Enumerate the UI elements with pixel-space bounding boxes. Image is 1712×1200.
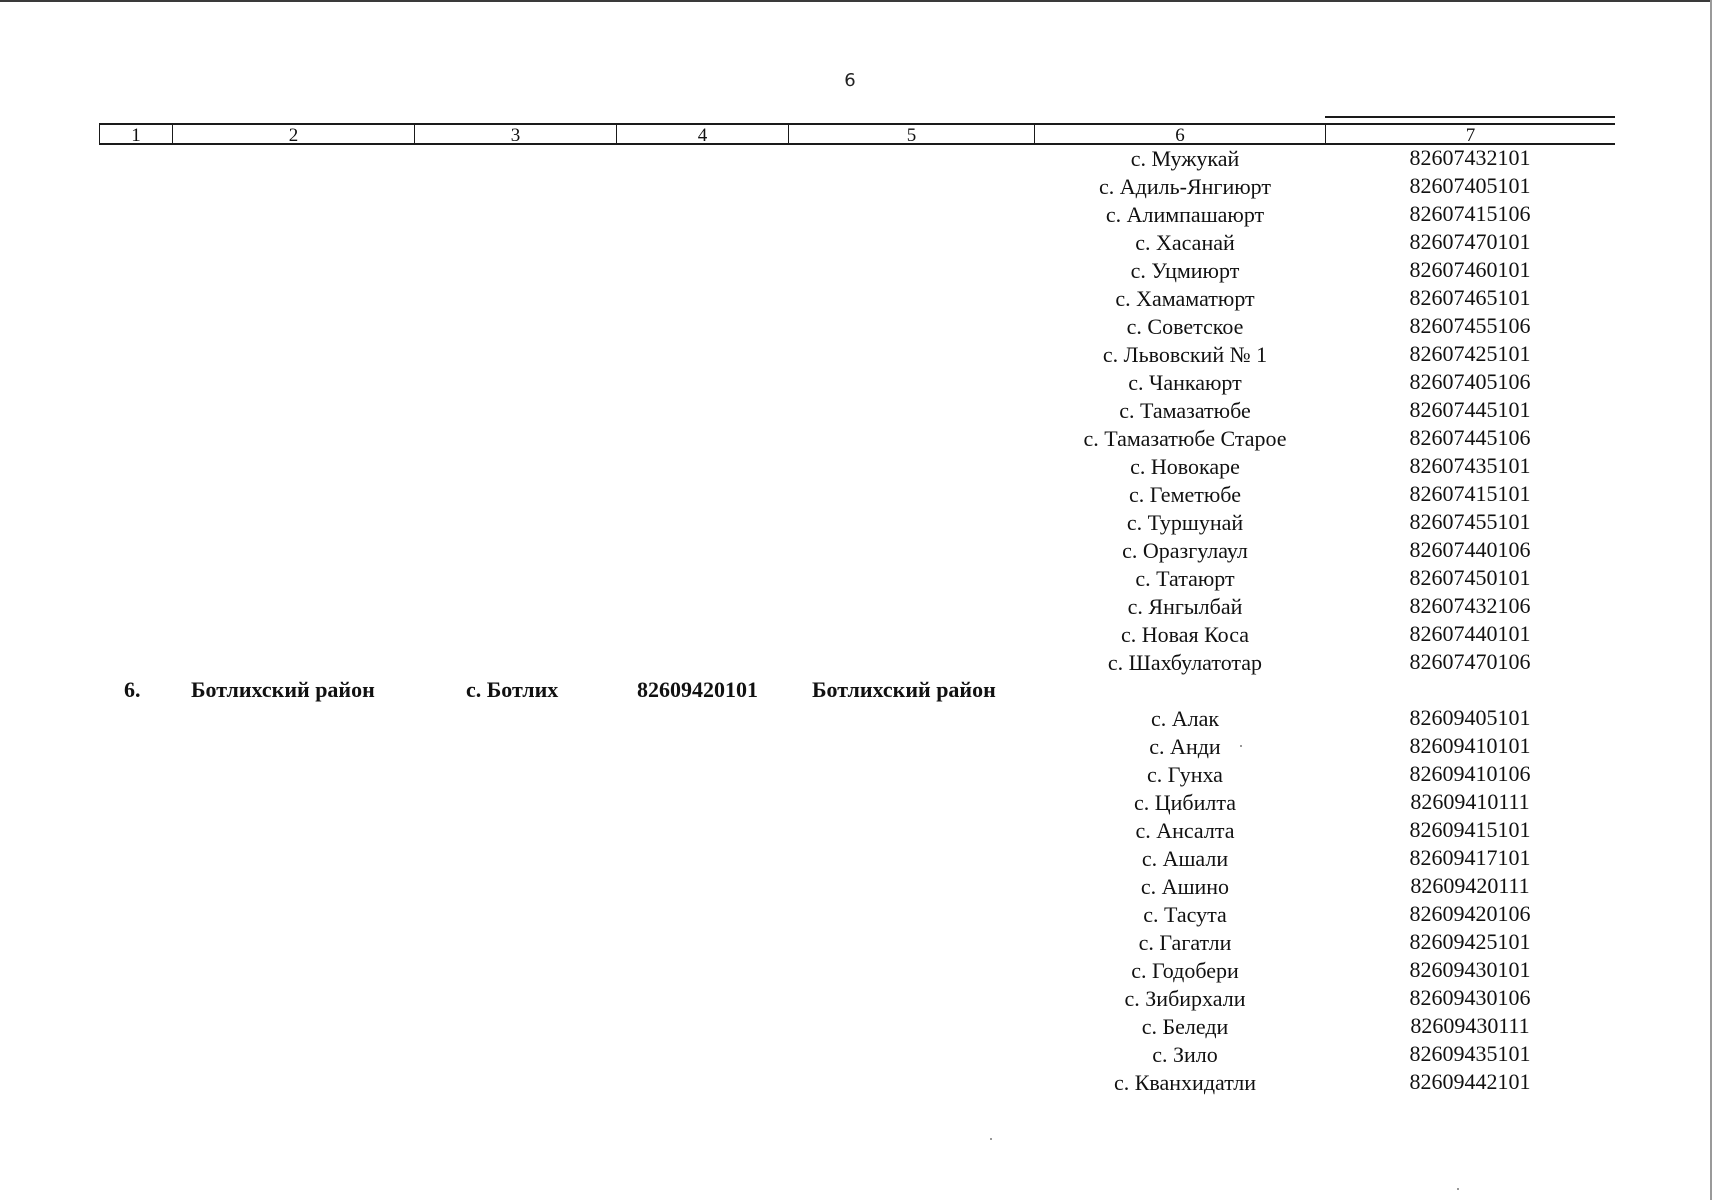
oktmo-code: 82607405101 xyxy=(1409,173,1531,198)
village-name: с. Зило xyxy=(1152,1042,1218,1067)
oktmo-code: 82607432106 xyxy=(1409,593,1531,618)
oktmo-code: 82607432101 xyxy=(1409,145,1531,170)
oktmo-code: 82609420106 xyxy=(1409,901,1531,926)
oktmo-code: 82607470106 xyxy=(1409,649,1531,674)
scan-speck xyxy=(1240,745,1242,747)
oktmo-code: 82609410101 xyxy=(1409,733,1531,758)
district-number: 6. xyxy=(124,677,141,702)
oktmo-code: 82607455101 xyxy=(1409,509,1531,534)
village-name: с. Годобери xyxy=(1131,958,1239,983)
oktmo-code: 82607415106 xyxy=(1409,201,1531,226)
oktmo-code: 82607470101 xyxy=(1409,229,1531,254)
oktmo-code: 82609435101 xyxy=(1409,1041,1531,1066)
oktmo-code: 82609430106 xyxy=(1409,985,1531,1010)
village-name: с. Геметюбе xyxy=(1129,482,1241,507)
village-name: с. Гагатли xyxy=(1138,930,1232,955)
village-name: с. Зибирхали xyxy=(1124,986,1246,1011)
village-name: с. Шахбулатотар xyxy=(1107,650,1263,675)
district-name: Ботлихский район xyxy=(191,677,375,702)
header-top-line xyxy=(1325,116,1615,118)
oktmo-code: 82609405101 xyxy=(1409,705,1531,730)
village-name: с. Оразгулаул xyxy=(1122,538,1248,563)
village-name: с. Беледи xyxy=(1141,1014,1229,1039)
village-name: с. Тамазатюбе Старое xyxy=(1083,426,1287,451)
oktmo-code: 82607465101 xyxy=(1409,285,1531,310)
village-name: с. Хасанай xyxy=(1135,230,1235,255)
village-name: с. Адиль-Янгиюрт xyxy=(1099,174,1271,199)
village-name: с. Анди xyxy=(1149,734,1221,759)
oktmo-code: 82607405106 xyxy=(1409,369,1531,394)
village-name: с. Хамаматюрт xyxy=(1115,286,1255,311)
village-name: с. Гунха xyxy=(1147,762,1223,787)
header-col-5: 5 xyxy=(788,125,1034,143)
header-col-3: 3 xyxy=(414,125,616,143)
oktmo-code: 82607440106 xyxy=(1409,537,1531,562)
oktmo-code: 82609420111 xyxy=(1410,873,1530,898)
oktmo-code: 82609425101 xyxy=(1409,929,1531,954)
district-gap xyxy=(1360,676,1580,704)
oktmo-code: 82607460101 xyxy=(1409,257,1531,282)
oktmo-code: 82609430101 xyxy=(1409,957,1531,982)
village-name: с. Кванхидатли xyxy=(1113,1070,1257,1095)
oktmo-code: 82607445101 xyxy=(1409,397,1531,422)
scan-speck xyxy=(1457,1188,1459,1190)
oktmo-code: 82609430111 xyxy=(1410,1013,1530,1038)
oktmo-code: 82607455106 xyxy=(1409,313,1531,338)
district-center: с. Ботлих xyxy=(466,677,559,702)
oktmo-code: 82607415101 xyxy=(1409,481,1531,506)
village-name: с. Ашино xyxy=(1140,874,1230,899)
village-name: с. Алимпашаюрт xyxy=(1105,202,1265,227)
village-name: с. Мужукай xyxy=(1130,146,1240,171)
scan-edge-top xyxy=(0,0,1712,2)
village-name: с. Уцмиюрт xyxy=(1130,258,1240,283)
oktmo-code: 82609415101 xyxy=(1409,817,1531,842)
district-gap xyxy=(1040,677,1330,705)
code-column xyxy=(1360,144,1580,1096)
village-name: с. Новая Коса xyxy=(1120,622,1250,647)
oktmo-code: 82607440101 xyxy=(1409,621,1531,646)
district-municipality: Ботлихский район xyxy=(812,677,996,702)
oktmo-code: 82607425101 xyxy=(1409,341,1531,366)
village-name: с. Туршунай xyxy=(1126,510,1244,535)
village-name: с. Новокаре xyxy=(1130,454,1240,479)
village-name: с. Тамазатюбе xyxy=(1119,398,1251,423)
header-col-4: 4 xyxy=(616,125,788,143)
header-col-7: 7 xyxy=(1325,125,1615,143)
oktmo-code: 82609410106 xyxy=(1409,761,1531,786)
header-col-2: 2 xyxy=(172,125,414,143)
oktmo-code: 82607450101 xyxy=(1409,565,1531,590)
district-code: 82609420101 xyxy=(637,677,758,702)
oktmo-code: 82607445106 xyxy=(1409,425,1531,450)
village-name: с. Янгылбай xyxy=(1127,594,1243,619)
oktmo-code: 82609442101 xyxy=(1409,1069,1531,1094)
oktmo-code: 82609410111 xyxy=(1410,789,1530,814)
village-name: с. Тасута xyxy=(1143,902,1227,927)
village-name: с. Львовский № 1 xyxy=(1102,342,1268,367)
village-column xyxy=(1040,145,1330,1097)
header-col-6: 6 xyxy=(1034,125,1325,143)
page-number: 6 xyxy=(844,70,856,91)
village-name: с. Ансалта xyxy=(1135,818,1235,843)
table-header xyxy=(99,123,1615,145)
oktmo-code: 82609417101 xyxy=(1409,845,1531,870)
header-col-1: 1 xyxy=(99,125,172,143)
village-name: с. Ашали xyxy=(1141,846,1229,871)
oktmo-code: 82607435101 xyxy=(1409,453,1531,478)
village-name: с. Татаюрт xyxy=(1135,566,1235,591)
village-name: с. Алак xyxy=(1150,706,1220,731)
village-name: с. Советское xyxy=(1126,314,1244,339)
scan-speck xyxy=(990,1138,992,1140)
village-name: с. Цибилта xyxy=(1133,790,1237,815)
village-name: с. Чанкаюрт xyxy=(1128,370,1242,395)
